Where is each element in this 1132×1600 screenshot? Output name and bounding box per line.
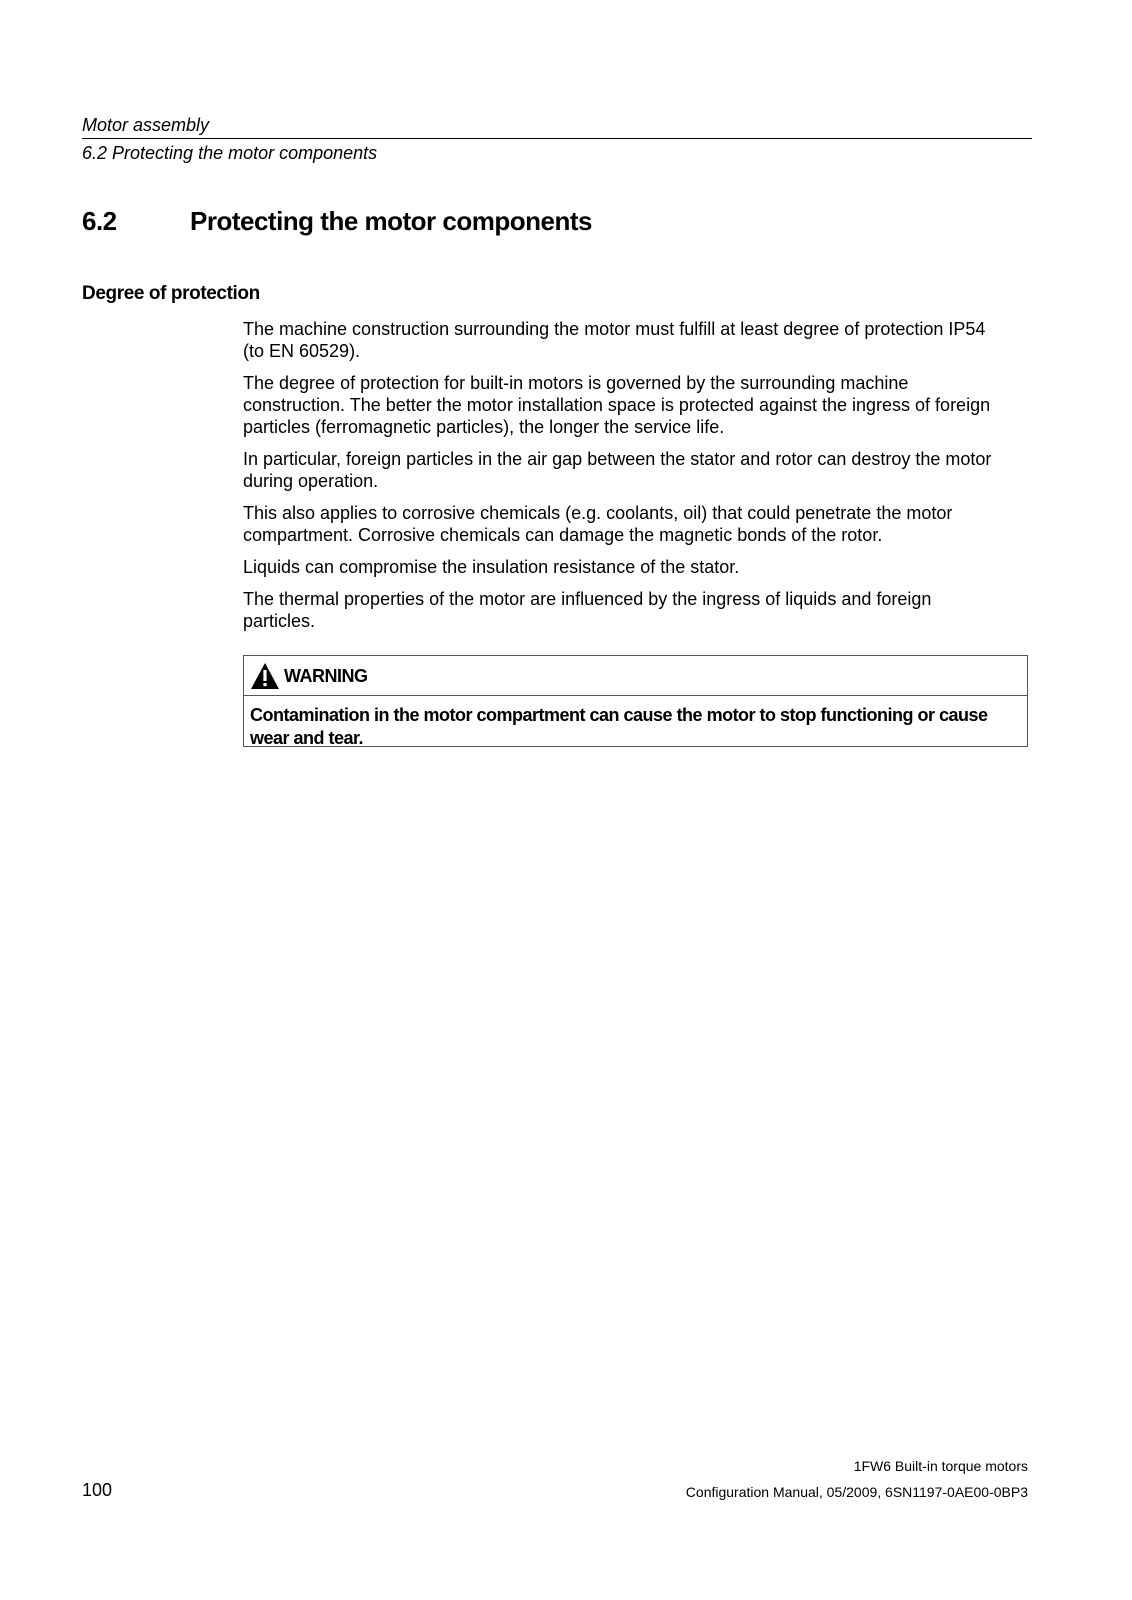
footer-manual: Configuration Manual, 05/2009, 6SN1197-0AE00-0BP3 (685, 1484, 1028, 1500)
paragraph: Liquids can compromise the insulation resistance of the stator. (243, 557, 740, 577)
paragraph: The thermal properties of the motor are influenced by the ingress of liquids and foreign particles. (243, 589, 932, 631)
footer-product: 1FW6 Built-in torque motors (853, 1458, 1028, 1474)
paragraph: The machine construction surrounding the motor must fulfill at least degree of protection IP54 (to EN 60529). (243, 319, 986, 361)
warning-label: WARNING (284, 666, 368, 686)
section-title: Protecting the motor components (190, 206, 592, 236)
warning-text: Contamination in the motor compartment can cause the motor to stop functioning or cause wear and tear. (250, 705, 988, 748)
running-head-section: 6.2 Protecting the motor components (82, 143, 378, 163)
header-rule (82, 138, 1032, 139)
body-text (243, 318, 1003, 642)
section-number: 6.2 (82, 206, 117, 236)
warning-box (243, 655, 1028, 747)
paragraph: In particular, foreign particles in the air gap between the stator and rotor can destroy the motor during operation. (243, 449, 992, 491)
page-number: 100 (82, 1480, 113, 1500)
warning-triangle-icon (250, 662, 280, 690)
paragraph: The degree of protection for built-in motors is governed by the surrounding machine construction. The better the motor installation space is protected against the ingress of foreign particles (ferromagnetic particles), the longer the service life. (243, 373, 991, 437)
warning-header (244, 656, 1027, 696)
subheading-degree-of-protection: Degree of protection (82, 283, 260, 304)
paragraph: This also applies to corrosive chemicals (e.g. coolants, oil) that could penetrate the motor compartment. Corrosive chemicals can damage the magnetic bonds of the rotor. (243, 503, 953, 545)
running-head-chapter: Motor assembly (82, 115, 210, 135)
